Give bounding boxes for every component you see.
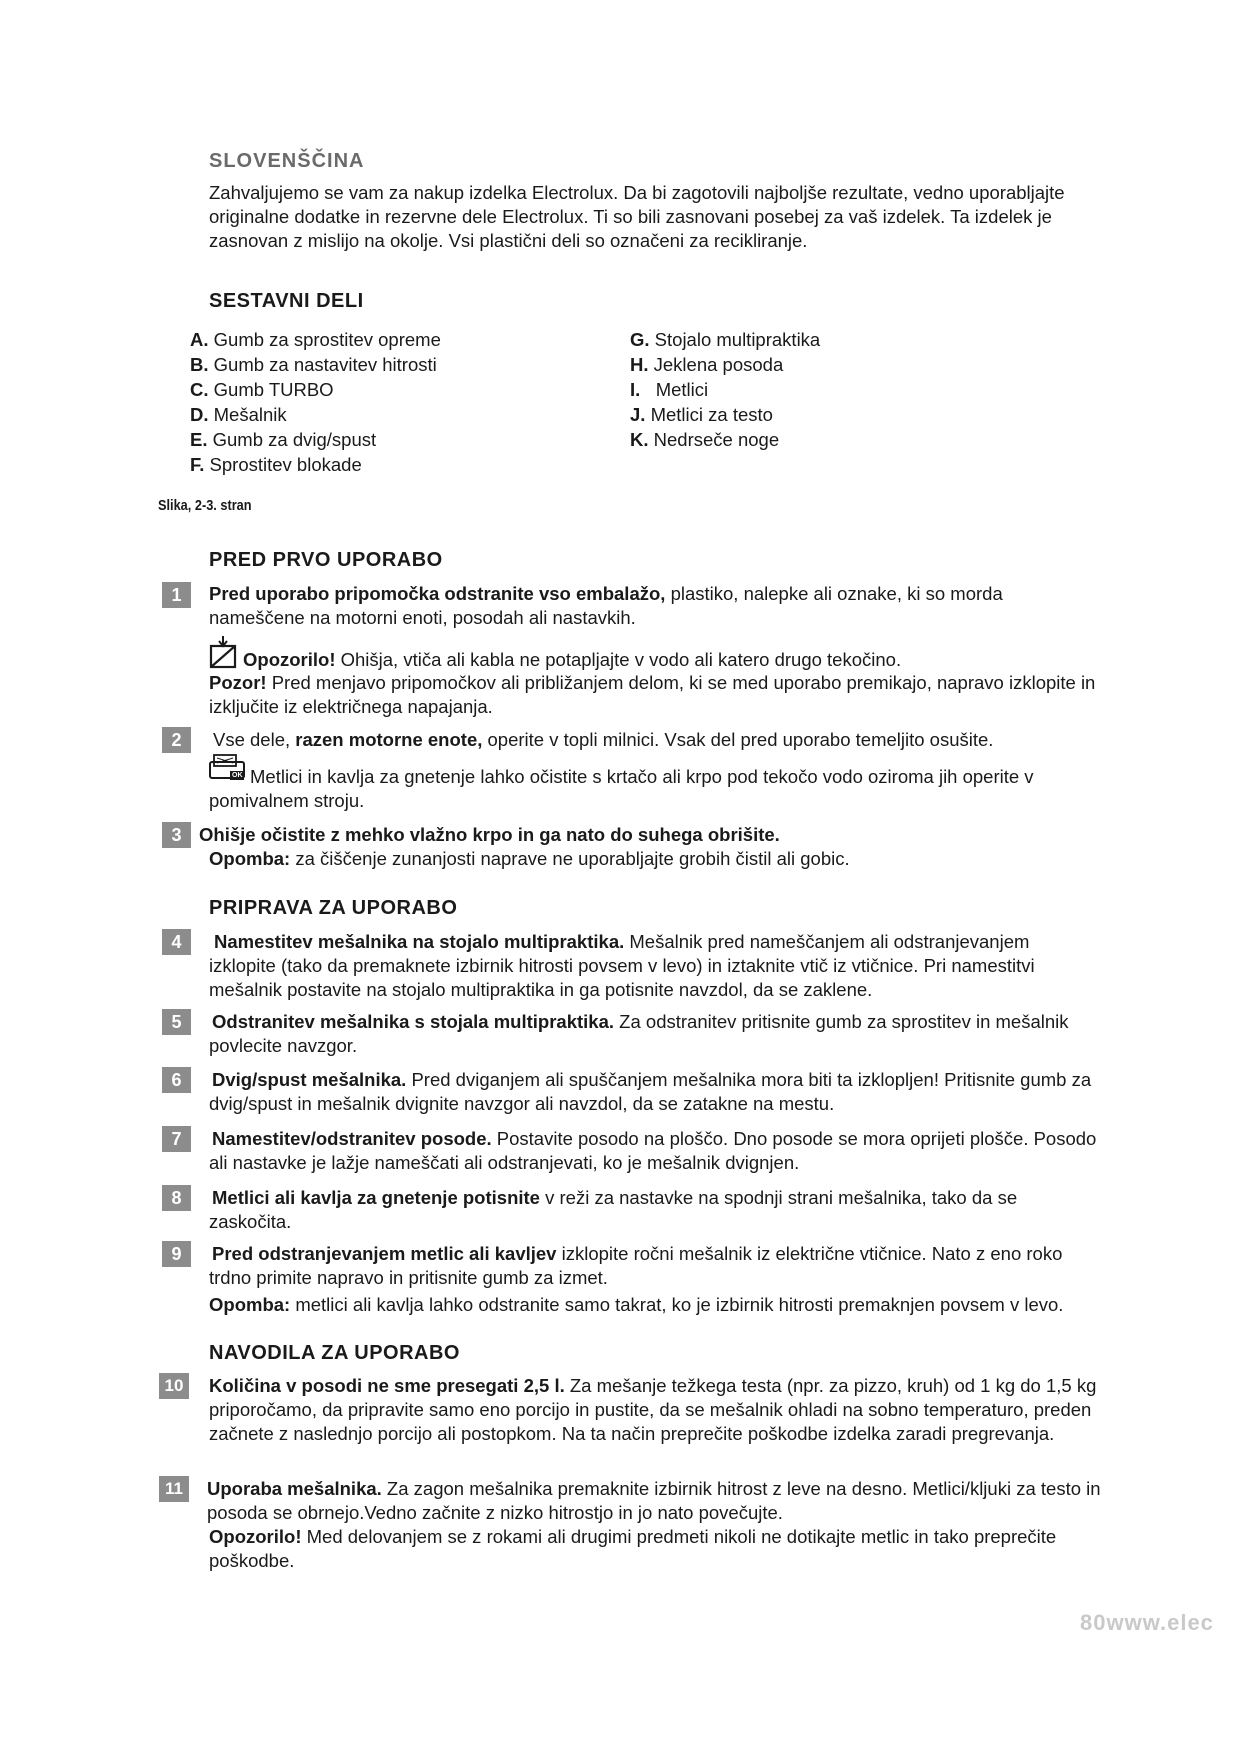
step-10-text: Količina v posodi ne sme presegati 2,5 l. Za mešanje težkega testa (npr. za pizzo, kruh) od 1 kg do 1,5 kg priporočamo, da pripravite samo eno porcijo in pustite, da se mešalnik ohladi na sobno temperaturo, preden začnete z naslednjo porcijo ali postopkom. Na ta način preprečite poškodbe izdelka zaradi pregrevanja.	[209, 1375, 1097, 1444]
step-number-badge: 8	[162, 1185, 191, 1211]
note-text: Opomba: metlici ali kavlja lahko odstranite samo takrat, ko je izbirnik hitrosti premaknjen povsem v levo.	[209, 1294, 1064, 1315]
component-item: H. Jeklena posoda	[630, 354, 784, 375]
component-item: I. Metlici	[630, 379, 709, 400]
components-heading: SESTAVNI DELI	[209, 290, 364, 312]
step-1-text: Pred uporabo pripomočka odstranite vso embalažo, plastiko, nalepke ali oznake, ki so morda nameščene na motorni enoti, posodah ali nastavkih.	[209, 583, 1003, 628]
page-footer: 80www.elec	[1080, 1610, 1214, 1635]
component-item: E. Gumb za dvig/spust	[190, 429, 377, 450]
warning-text: Opozorilo! Med delovanjem se z rokami ali drugimi predmeti nikoli ne dotikajte metlic in tako preprečite poškodbe.	[209, 1526, 1057, 1571]
dishwasher-safe-icon: OK	[208, 752, 246, 782]
before-first-use-heading: PRED PRVO UPORABO	[209, 549, 443, 571]
figure-reference: Slika, 2-3. stran	[158, 497, 252, 514]
note-text: Opomba: za čiščenje zunanjosti naprave ne uporabljajte grobih čistil ali gobic.	[209, 848, 850, 869]
step-number-badge: 4	[162, 929, 191, 955]
language-heading: SLOVENŠČINA	[209, 150, 365, 172]
component-item: A. Gumb za sprostitev opreme	[190, 329, 441, 350]
instructions-heading: NAVODILA ZA UPORABO	[209, 1342, 460, 1364]
preparation-heading: PRIPRAVA ZA UPORABO	[209, 897, 458, 919]
intro-text: Zahvaljujemo se vam za nakup izdelka Electrolux. Da bi zagotovili najboljše rezultate, vedno uporabljajte originalne dodatke in rezervne dele Electrolux. Ti so bili zasnovani posebej za vaš izdelek. Ta izdelek je zasnovan z mislijo na okolje. Vsi plastični deli so označeni za recikliranje.	[209, 182, 1065, 251]
step-6-text: Dvig/spust mešalnika. Pred dviganjem ali spuščanjem mešalnika mora biti ta izklopljen! Pritisnite gumb za dvig/spust in mešalnik dvignite navzgor ali navzdol, da se zatakne na mestu.	[209, 1069, 1092, 1114]
component-item: C. Gumb TURBO	[190, 379, 334, 400]
component-item: F. Sprostitev blokade	[190, 454, 362, 475]
step-4-text: Namestitev mešalnika na stojalo multipraktika. Mešalnik pred nameščanjem ali odstranjevanjem izklopite (tako da premaknete izbirnik hitrosti povsem v levo) in iztaknite vtič iz vtičnice. Pri namestitvi mešalnik postavite na stojalo multipraktika in ga potisnite navzdol, da se zaklene.	[209, 931, 1035, 1000]
component-item: B. Gumb za nastavitev hitrosti	[190, 354, 437, 375]
step-number-badge: 11	[159, 1476, 189, 1502]
step-number-badge: 3	[162, 822, 191, 848]
step-7-text: Namestitev/odstranitev posode. Postavite posodo na ploščo. Dno posode se mora oprijeti plošče. Posodo ali nastavke je lažje nameščati ali odstranjevati, ko je mešalnik dvignjen.	[209, 1128, 1097, 1173]
dishwasher-text: Metlici in kavlja za gnetenje lahko očistite s krtačo ali krpo pod tekočo vodo oziroma jih operite v pomivalnem stroju.	[209, 766, 1034, 811]
step-11-text: Uporaba mešalnika. Za zagon mešalnika premaknite izbirnik hitrost z leve na desno. Metlici/kljuki za testo in posoda se obrnejo.Vedno začnite z nizko hitrostjo in jo nato povečujte.	[207, 1478, 1101, 1523]
step-number-badge: 1	[162, 582, 191, 608]
step-number-badge: 6	[162, 1067, 191, 1093]
step-8-text: Metlici ali kavlja za gnetenje potisnite v reži za nastavke na spodnji strani mešalnika, tako da se zaskočita.	[209, 1187, 1018, 1232]
component-item: K. Nedrseče noge	[630, 429, 780, 450]
step-number-badge: 10	[159, 1373, 189, 1399]
warning-text: Opozorilo! Ohišja, vtiča ali kabla ne potapljajte v vodo ali katero drugo tekočino.	[243, 649, 902, 670]
components-list-right	[630, 327, 1050, 452]
component-item: J. Metlici za testo	[630, 404, 773, 425]
step-5-text: Odstranitev mešalnika s stojala multipraktika. Za odstranitev pritisnite gumb za sprostitev in mešalnik povlecite navzgor.	[209, 1011, 1069, 1056]
components-list-left	[190, 327, 610, 477]
component-item: D. Mešalnik	[190, 404, 287, 425]
step-2-text: Vse dele, razen motorne enote, operite v topli milnici. Vsak del pred uporabo temeljito osušite.	[213, 729, 994, 750]
component-item: G. Stojalo multipraktika	[630, 329, 821, 350]
step-9-text: Pred odstranjevanjem metlic ali kavljev izklopite ročni mešalnik iz električne vtičnice. Nato z eno roko trdno primite napravo in pritisnite gumb za izmet.	[209, 1243, 1063, 1288]
caution-text: Pozor! Pred menjavo pripomočkov ali približanjem delom, ki se med uporabo premikajo, napravo izklopite in izključite iz električnega napajanja.	[209, 672, 1096, 717]
step-number-badge: 5	[162, 1009, 191, 1035]
no-water-warning-icon	[208, 636, 242, 670]
step-number-badge: 9	[162, 1241, 191, 1267]
step-number-badge: 2	[162, 727, 191, 753]
step-3-text: Ohišje očistite z mehko vlažno krpo in ga nato do suhega obrišite.	[199, 824, 780, 845]
step-number-badge: 7	[162, 1126, 191, 1152]
